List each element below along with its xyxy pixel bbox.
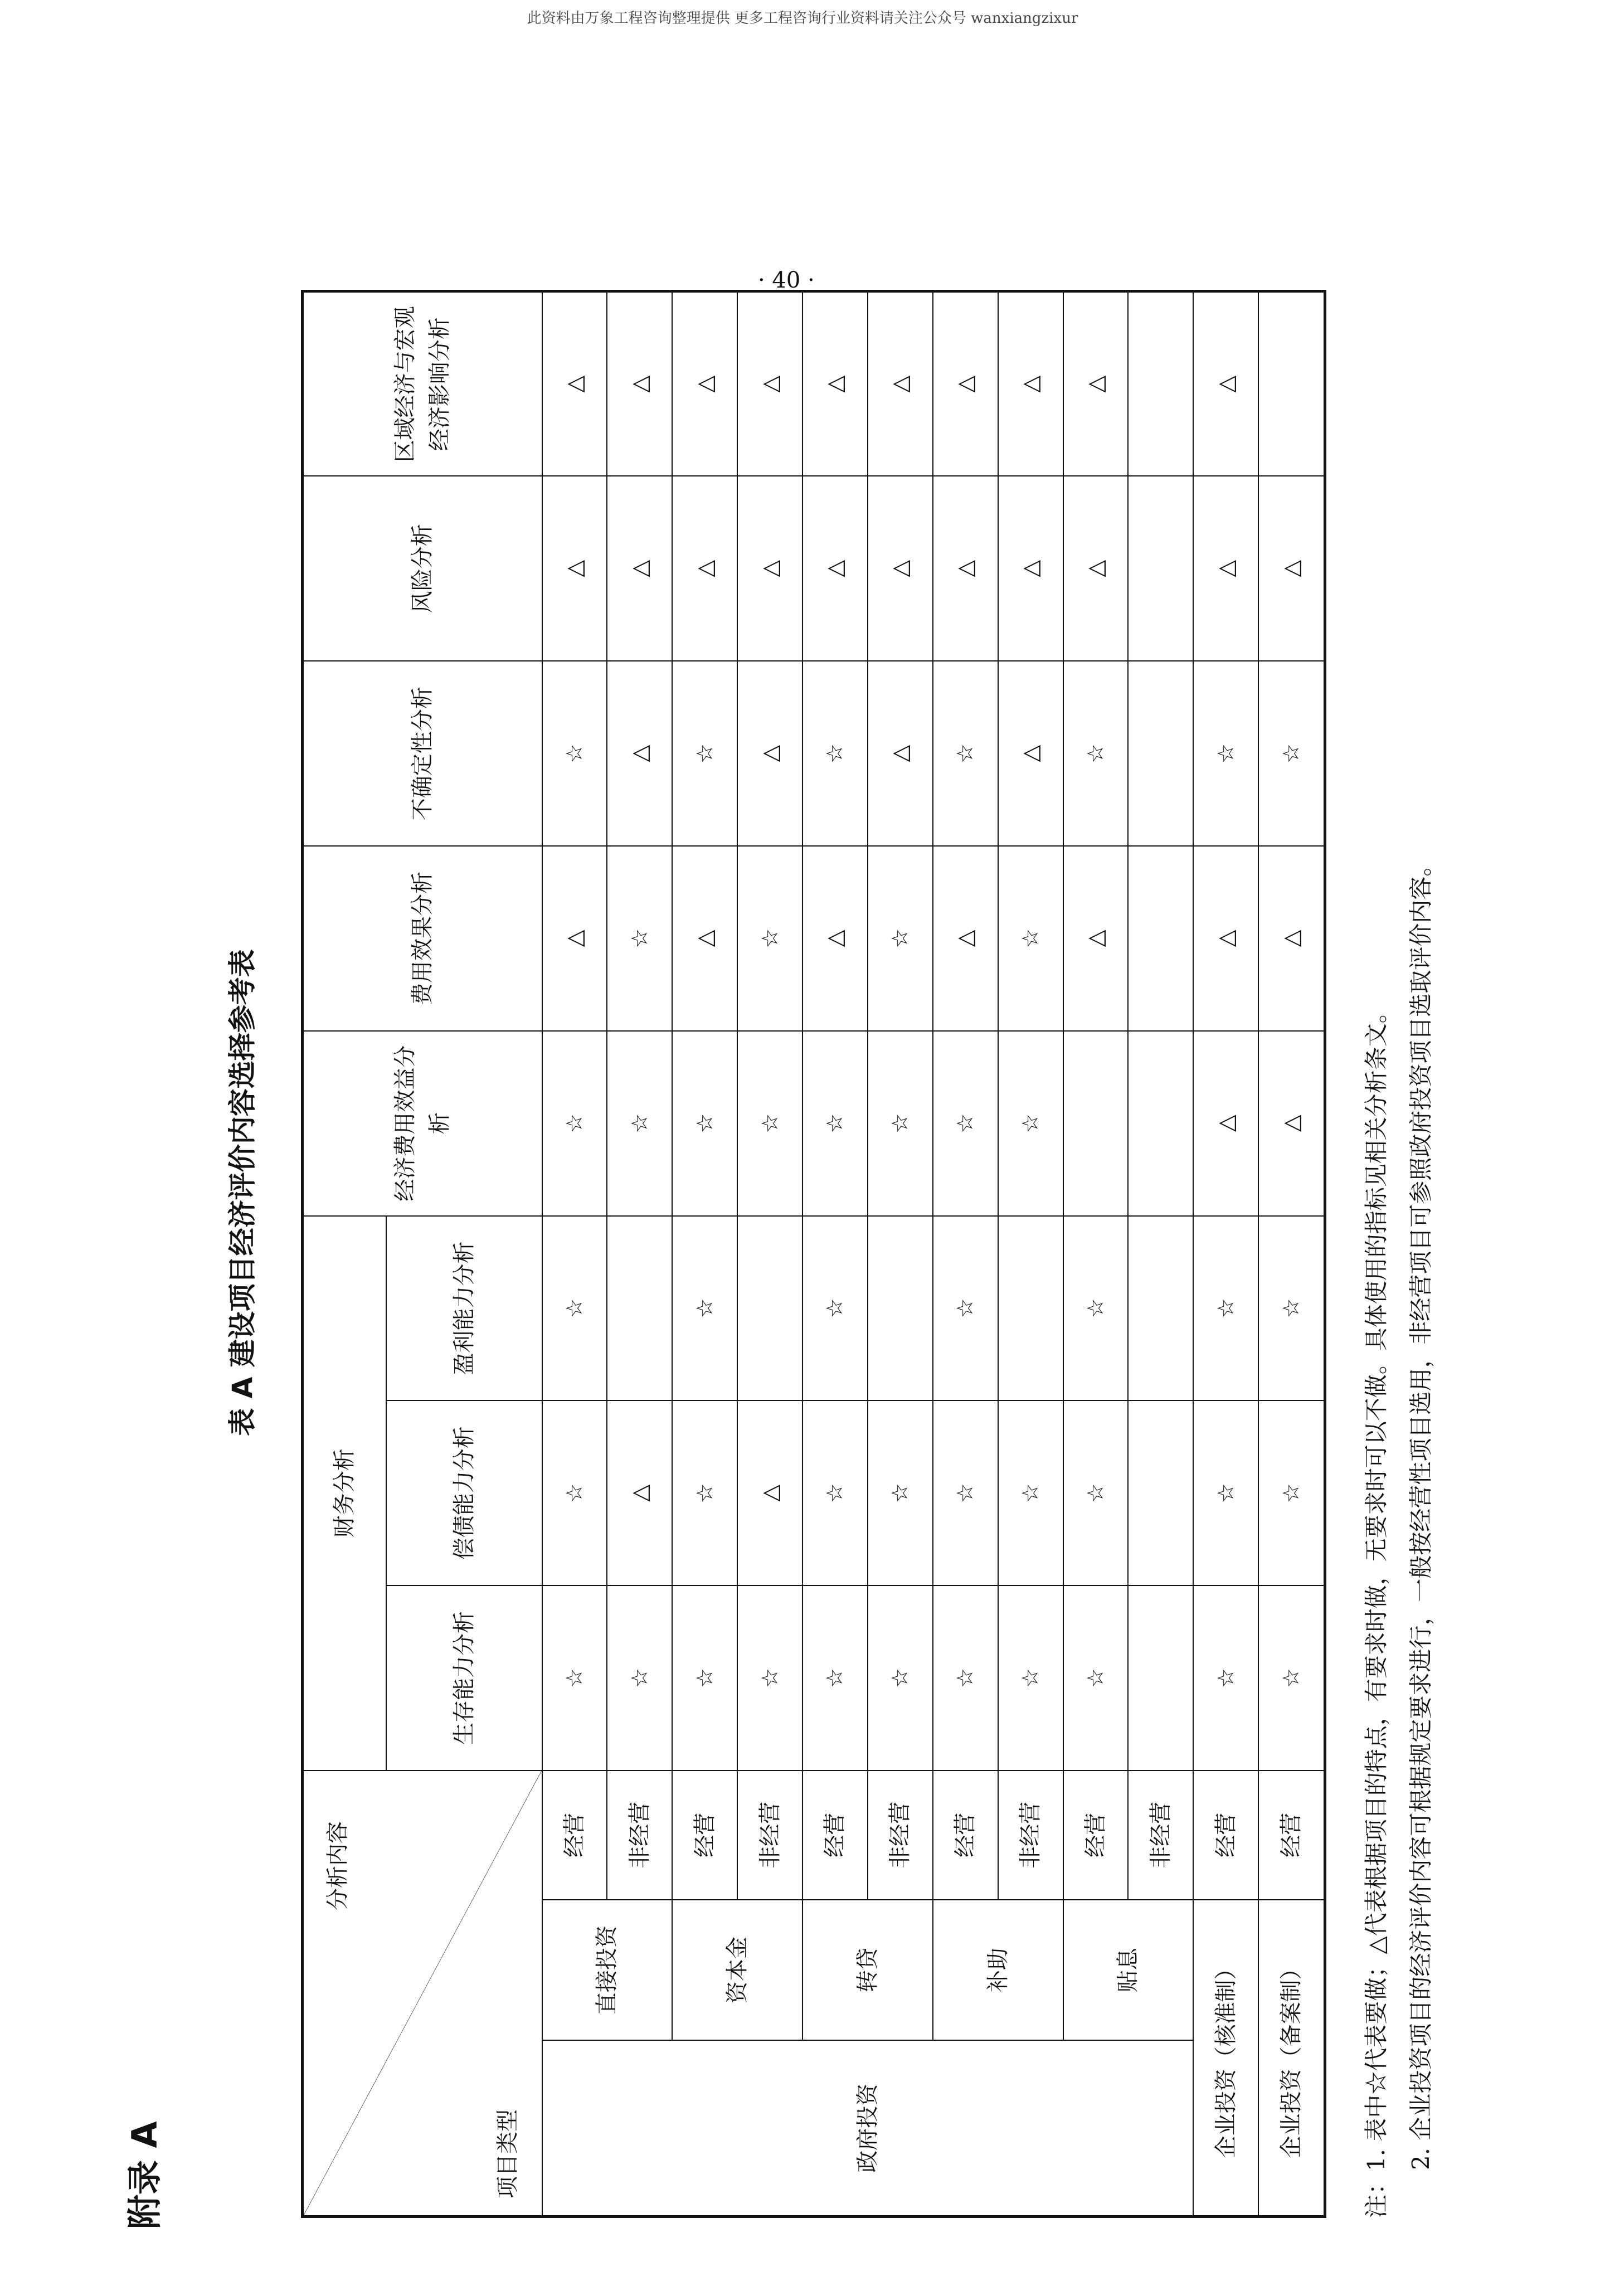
evaluation-content-table — [301, 290, 1326, 2218]
row-type: 经营 — [1063, 1770, 1129, 1900]
row-enterprise-record: 企业投资（备案制） — [1258, 1900, 1325, 2217]
table-cell: ☆ — [542, 1031, 607, 1216]
table-title: 表 A 建设项目经济评价内容选择参考表 — [226, 949, 259, 1436]
row-type: 经营 — [672, 1770, 737, 1900]
table-cell: △ — [1193, 1031, 1258, 1216]
table-cell — [1063, 1031, 1129, 1216]
table-cell — [868, 1216, 933, 1401]
table-cell: ☆ — [1193, 661, 1258, 846]
table-cell: ☆ — [868, 846, 933, 1031]
table-cell: △ — [868, 661, 933, 846]
table-cell: ☆ — [868, 1585, 933, 1770]
table-cell — [1128, 661, 1193, 846]
table-cell: ☆ — [998, 846, 1063, 1031]
header-debt-capacity: 偿债能力分析 — [386, 1400, 542, 1585]
table-cell — [1258, 291, 1325, 476]
table-cell: ☆ — [672, 661, 737, 846]
subgroup-name: 转贷 — [802, 1900, 933, 2041]
subgroup-name: 资本金 — [672, 1900, 802, 2041]
row-type: 非经营 — [1128, 1770, 1193, 1900]
table-cell — [998, 1216, 1063, 1401]
table-cell: ☆ — [672, 1585, 737, 1770]
table-cell — [1128, 1216, 1193, 1401]
table-cell: ☆ — [998, 1031, 1063, 1216]
table-cell: ☆ — [607, 846, 672, 1031]
note-line-1: 注：1. 表中☆代表要做；△代表根据项目的特点，有要求时做，无要求时可以不做。具体使用的指标见相关分析条文。 — [1363, 1000, 1390, 2218]
header-regional-macro: 区域经济与宏观经济影响分析 — [303, 291, 542, 476]
table-cell: ☆ — [998, 1400, 1063, 1585]
table-cell — [1128, 1031, 1193, 1216]
table-cell: ☆ — [1258, 1585, 1325, 1770]
table-cell: △ — [933, 476, 998, 661]
table-cell: ☆ — [1063, 1216, 1129, 1401]
table-cell — [1128, 476, 1193, 661]
corner-header-cell — [303, 1770, 542, 2217]
table-cell: △ — [737, 291, 802, 476]
table-cell: ☆ — [933, 1400, 998, 1585]
row-type: 非经营 — [998, 1770, 1063, 1900]
table-cell: ☆ — [802, 1585, 868, 1770]
header-uncertainty: 不确定性分析 — [303, 661, 542, 846]
corner-label-analysis-content: 分析内容 — [325, 1821, 351, 1910]
table-cell: △ — [737, 476, 802, 661]
table-cell: ☆ — [933, 1216, 998, 1401]
subgroup-name: 贴息 — [1063, 1900, 1194, 2041]
subgroup-name: 补助 — [933, 1900, 1063, 2041]
table-cell: △ — [1063, 476, 1129, 661]
rotated-page-content — [111, 150, 1516, 2235]
corner-label-project-type: 项目类型 — [494, 2109, 521, 2198]
table-notes — [1354, 156, 1443, 2218]
table-cell: ☆ — [542, 1400, 607, 1585]
table-cell: ☆ — [737, 1585, 802, 1770]
table-cell: ☆ — [542, 1216, 607, 1401]
table-cell: △ — [672, 291, 737, 476]
table-cell: △ — [542, 846, 607, 1031]
table-cell: △ — [1063, 291, 1129, 476]
table-cell — [1128, 846, 1193, 1031]
row-type: 经营 — [1258, 1770, 1325, 1900]
table-cell: △ — [672, 846, 737, 1031]
table-cell: △ — [868, 291, 933, 476]
table-cell: ☆ — [1063, 1400, 1129, 1585]
table-cell: ☆ — [1063, 661, 1129, 846]
table-cell: △ — [998, 661, 1063, 846]
row-type: 经营 — [802, 1770, 868, 1900]
table-cell: ☆ — [672, 1031, 737, 1216]
table-cell: ☆ — [802, 1031, 868, 1216]
header-financial-analysis: 财务分析 — [303, 1216, 386, 1770]
table-cell: △ — [607, 476, 672, 661]
table-cell: ☆ — [1258, 1400, 1325, 1585]
table-cell: △ — [802, 476, 868, 661]
table-cell: △ — [542, 476, 607, 661]
table-cell: △ — [542, 291, 607, 476]
page-number: · 40 · — [758, 267, 815, 293]
table-cell: ☆ — [802, 1400, 868, 1585]
table-cell: △ — [1258, 476, 1325, 661]
table-cell: △ — [802, 846, 868, 1031]
row-group-gov-investment: 政府投资 — [542, 2041, 1194, 2217]
table-cell — [737, 1216, 802, 1401]
table-cell: ☆ — [868, 1400, 933, 1585]
table-cell: △ — [1258, 1031, 1325, 1216]
table-cell: ☆ — [737, 1031, 802, 1216]
table-cell: ☆ — [1063, 1585, 1129, 1770]
table-cell: ☆ — [1258, 1216, 1325, 1401]
row-enterprise-approval: 企业投资（核准制） — [1193, 1900, 1258, 2217]
appendix-title: 附录 A — [124, 2121, 165, 2229]
table-cell: ☆ — [998, 1585, 1063, 1770]
table-cell: ☆ — [542, 1585, 607, 1770]
table-cell: ☆ — [607, 1585, 672, 1770]
table-cell — [1128, 1400, 1193, 1585]
row-type: 非经营 — [737, 1770, 802, 1900]
table-cell: ☆ — [933, 1585, 998, 1770]
note-line-2: 2. 企业投资项目的经济评价内容可根据规定要求进行，一般按经营性项目选用，非经营项目可参照政府投资项目选取评价内容。 — [1407, 853, 1434, 2170]
table-cell: ☆ — [802, 661, 868, 846]
row-type: 非经营 — [868, 1770, 933, 1900]
table-cell: △ — [868, 476, 933, 661]
table-cell: ☆ — [1258, 661, 1325, 846]
row-type: 非经营 — [607, 1770, 672, 1900]
table-cell: ☆ — [1193, 1400, 1258, 1585]
row-type: 经营 — [1193, 1770, 1258, 1900]
header-cost-effectiveness: 费用效果分析 — [303, 846, 542, 1031]
table-cell: ☆ — [933, 661, 998, 846]
table-cell: △ — [737, 1400, 802, 1585]
table-cell: △ — [998, 291, 1063, 476]
table-cell — [1128, 1585, 1193, 1770]
header-profit-capacity: 盈利能力分析 — [386, 1216, 542, 1401]
table-cell: △ — [607, 1400, 672, 1585]
table-cell: ☆ — [672, 1216, 737, 1401]
row-type: 经营 — [542, 1770, 607, 1900]
header-survival-capacity: 生存能力分析 — [386, 1585, 542, 1770]
table-cell: △ — [1258, 846, 1325, 1031]
table-cell: △ — [1193, 846, 1258, 1031]
table-cell: ☆ — [672, 1400, 737, 1585]
table-cell: ☆ — [802, 1216, 868, 1401]
row-type: 经营 — [933, 1770, 998, 1900]
table-cell: △ — [802, 291, 868, 476]
table-cell: △ — [998, 476, 1063, 661]
table-cell: △ — [672, 476, 737, 661]
table-cell: ☆ — [737, 846, 802, 1031]
table-cell: △ — [933, 846, 998, 1031]
table-cell: △ — [607, 661, 672, 846]
table-cell: ☆ — [1193, 1585, 1258, 1770]
table-cell — [607, 1216, 672, 1401]
table-cell: △ — [1063, 846, 1129, 1031]
table-cell: △ — [607, 291, 672, 476]
table-cell: △ — [933, 291, 998, 476]
table-cell: ☆ — [933, 1031, 998, 1216]
table-cell: ☆ — [1193, 1216, 1258, 1401]
header-economic-cost-benefit: 经济费用效益分析 — [303, 1031, 542, 1216]
header-risk: 风险分析 — [303, 476, 542, 661]
subgroup-name: 直接投资 — [542, 1900, 673, 2041]
table-cell: △ — [1193, 291, 1258, 476]
header-watermark-note: 此资料由万象工程咨询整理提供 更多工程咨询行业资料请关注公众号 wanxiangzixur — [527, 10, 1078, 27]
table-cell: △ — [1193, 476, 1258, 661]
table-cell: ☆ — [542, 661, 607, 846]
table-cell: ☆ — [868, 1031, 933, 1216]
table-cell — [1128, 291, 1193, 476]
table-cell: △ — [737, 661, 802, 846]
table-cell: ☆ — [607, 1031, 672, 1216]
